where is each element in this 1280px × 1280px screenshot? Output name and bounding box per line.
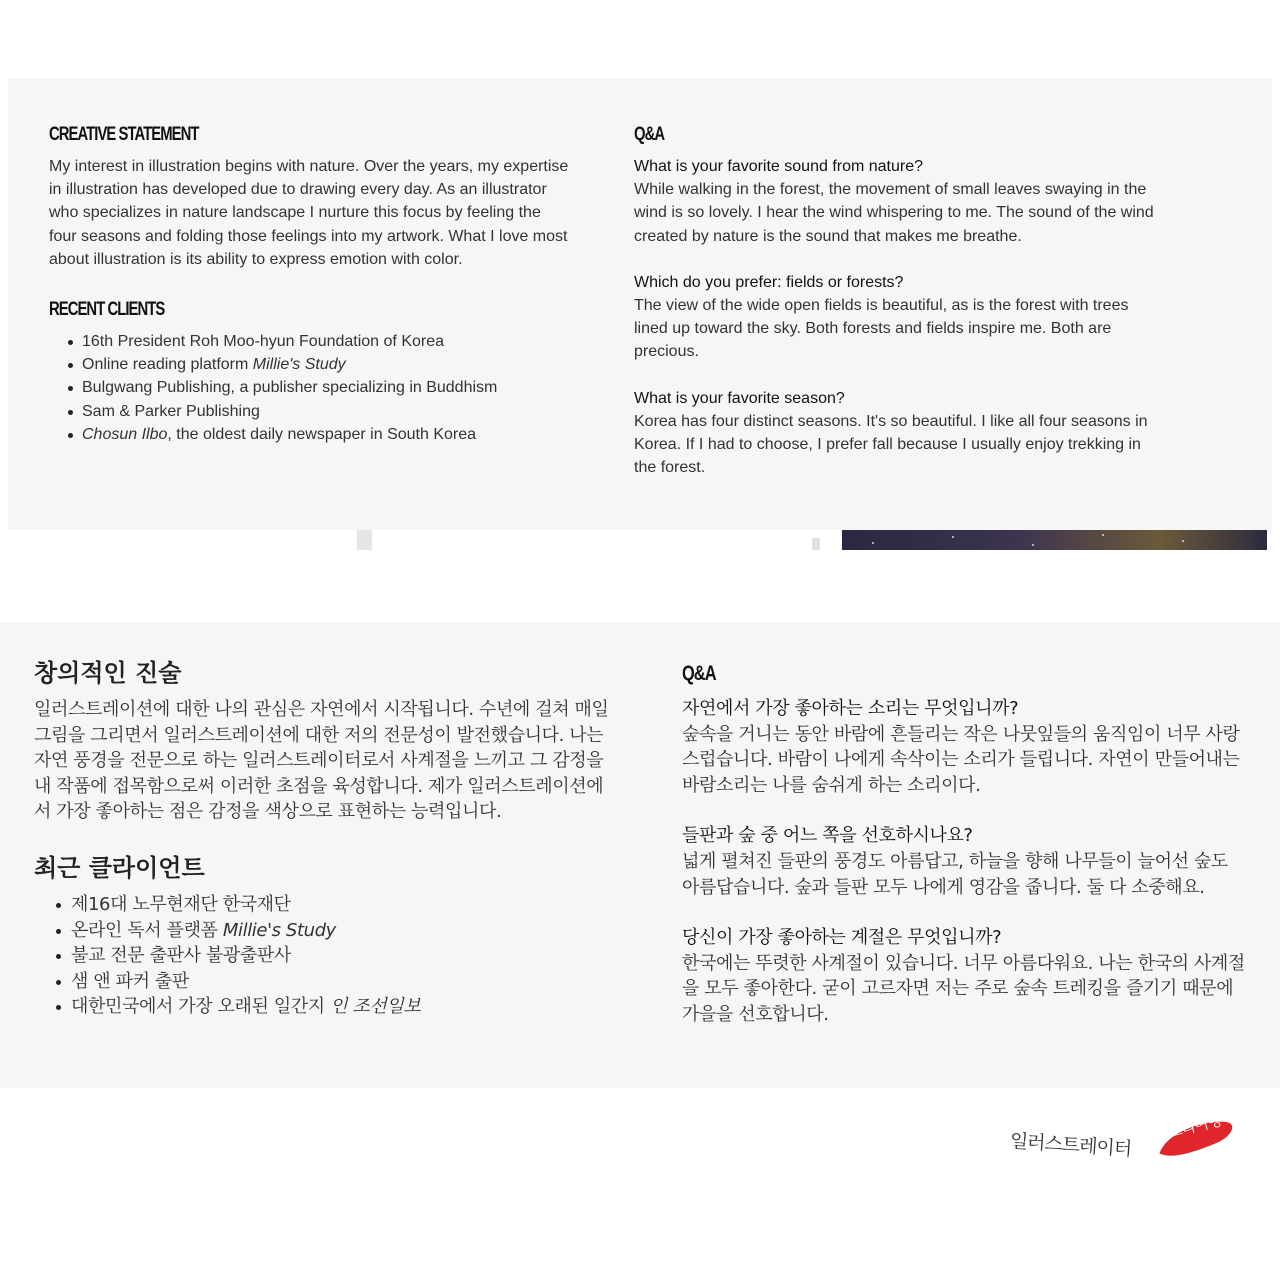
client-item <box>49 423 569 446</box>
client-pre: 16th President Roh Moo-hyun Foundation of Korea <box>82 333 445 351</box>
client-pre: Bulgwang Publishing, a publisher specializing in Buddhism <box>82 379 498 397</box>
qa-section <box>634 124 1159 502</box>
illustrator-logo <box>1008 1112 1238 1162</box>
recent-clients-ko-heading: 최근 클라이언트 <box>34 853 205 882</box>
qa-item <box>634 155 1159 248</box>
client-item-ko <box>34 969 609 995</box>
qa-answer: The view of the wide open fields is beautiful, as is the forest with trees lined up toward the sky. Both forests and fields inspire me. Both are precious. <box>634 297 1129 361</box>
client-item-ko <box>34 918 609 944</box>
client-pre: 불교 전문 출판사 불광출판사 <box>71 945 291 967</box>
qa-answer: 숲속을 거니는 동안 바람에 흔들리는 작은 나뭇잎들의 움직임이 너무 사랑스럽습니다. 바람이 나에게 속삭이는 소리가 들립니다. 자연이 만들어내는 바람소리는 나를 숨쉬게 하는 소리이다. <box>682 723 1240 796</box>
qa-question: 들판과 숲 중 어느 쪽을 선호하시나요? <box>682 825 973 847</box>
client-item-ko <box>34 943 609 969</box>
qa-item <box>682 696 1247 798</box>
client-pre: 온라인 독서 플랫폼 <box>71 919 223 941</box>
client-pre: 대한민국에서 가장 오래된 일간지 <box>71 996 331 1018</box>
illustration-strip <box>842 530 1267 550</box>
recent-clients-ko-list <box>34 892 609 1020</box>
client-item <box>49 330 569 353</box>
image-strip-left <box>357 530 387 550</box>
qa-item <box>634 387 1159 480</box>
qa-question: 당신이 가장 좋아하는 계절은 무엇입니까? <box>682 927 1002 949</box>
client-item-ko <box>34 892 609 918</box>
client-em: Chosun Ilbo <box>82 425 168 443</box>
client-item <box>49 376 569 399</box>
qa-item <box>682 823 1247 900</box>
korean-statement-panel <box>0 622 1280 1088</box>
qa-item <box>682 925 1247 1027</box>
qa-question: What is your favorite season? <box>634 389 845 407</box>
client-post: , the oldest daily newspaper in South Korea <box>167 425 477 443</box>
image-strip-mid <box>812 538 820 550</box>
recent-clients-list <box>49 330 569 446</box>
client-pre: Online reading platform <box>82 356 253 374</box>
client-em: Millie's Study <box>252 356 346 374</box>
qa-question: 자연에서 가장 좋아하는 소리는 무엇입니까? <box>682 698 1019 719</box>
qa-question: What is your favorite sound from nature? <box>634 158 924 175</box>
client-pre: 제16대 노무현재단 한국재단 <box>71 893 291 915</box>
english-statement-panel <box>8 78 1272 530</box>
client-em: 인 조선일보 <box>330 996 421 1018</box>
qa-answer: While walking in the forest, the movement of small leaves swaying in the wind is so lovely. I hear the wind whispering to me. The sound of the wind created by nature is the sound that makes me breathe. <box>634 181 1154 245</box>
logo-accent-text: 소리여행 <box>1165 1111 1223 1142</box>
qa-ko-heading: Q&A <box>682 662 716 685</box>
logo-text: 일러스트레이터 <box>1009 1130 1132 1161</box>
qa-answer: 넓게 펼쳐진 들판의 풍경도 아름답고, 하늘을 향해 나무들이 늘어선 숲도 아름답습니다. 숲과 들판 모두 나에게 영감을 줍니다. 둘 다 소중해요. <box>682 850 1228 898</box>
qa-question: Which do you prefer: fields or forests? <box>634 273 904 291</box>
qa-ko-section <box>682 662 1247 1053</box>
client-pre: 샘 앤 파커 출판 <box>71 970 189 992</box>
creative-statement-ko-heading: 창의적인 진술 <box>34 659 182 687</box>
qa-heading: Q&A <box>634 124 665 145</box>
creative-statement-body: My interest in illustration begins with nature. Over the years, my expertise in illustration has developed due to drawing every day. As an illustrator who specializes in nature landscape I nurture this focus by feeling the four seasons and folding those feelings into my artwork. What I love most about illustration is its ability to express emotion with color. <box>49 158 569 268</box>
creative-statement-heading: CREATIVE STATEMENT <box>49 124 199 145</box>
qa-list <box>634 155 1159 479</box>
qa-ko-list <box>682 696 1247 1028</box>
recent-clients-heading: RECENT CLIENTS <box>49 299 165 321</box>
client-item <box>49 353 569 376</box>
creative-statement-ko-body: 일러스트레이션에 대한 나의 관심은 자연에서 시작됩니다. 수년에 걸쳐 매일 그림을 그리면서 일러스트레이션에 대한 저의 전문성이 발전했습니다. 나는 자연 풍경을 전문으로 하는 일러스트레이터로서 사계절을 느끼고 그 감정을 내 작품에 접목함으로써 이러한 초점을 육성합니다. 제가 일러스트레이션에서 가장 좋아하는 점은 감정을 색상으로 표현하는 능력입니다. <box>34 699 609 823</box>
qa-answer: 한국에는 뚜렷한 사계절이 있습니다. 너무 아름다워요. 나는 한국의 사계절을 모두 좋아한다. 굳이 고르자면 저는 주로 숲속 트레킹을 즐기기 때문에 가을을 선호합니다. <box>682 952 1245 1025</box>
client-item-ko <box>34 994 609 1020</box>
creative-statement-section <box>49 124 569 446</box>
client-pre: Sam & Parker Publishing <box>82 402 260 420</box>
creative-statement-ko-section <box>34 653 609 1020</box>
client-em: Millie's Study <box>222 919 336 941</box>
qa-item <box>634 271 1159 364</box>
qa-answer: Korea has four distinct seasons. It's so beautiful. I like all four seasons in Korea. If I had to choose, I prefer fall because I usually enjoy trekking in the forest. <box>634 412 1148 477</box>
client-item <box>49 400 569 423</box>
